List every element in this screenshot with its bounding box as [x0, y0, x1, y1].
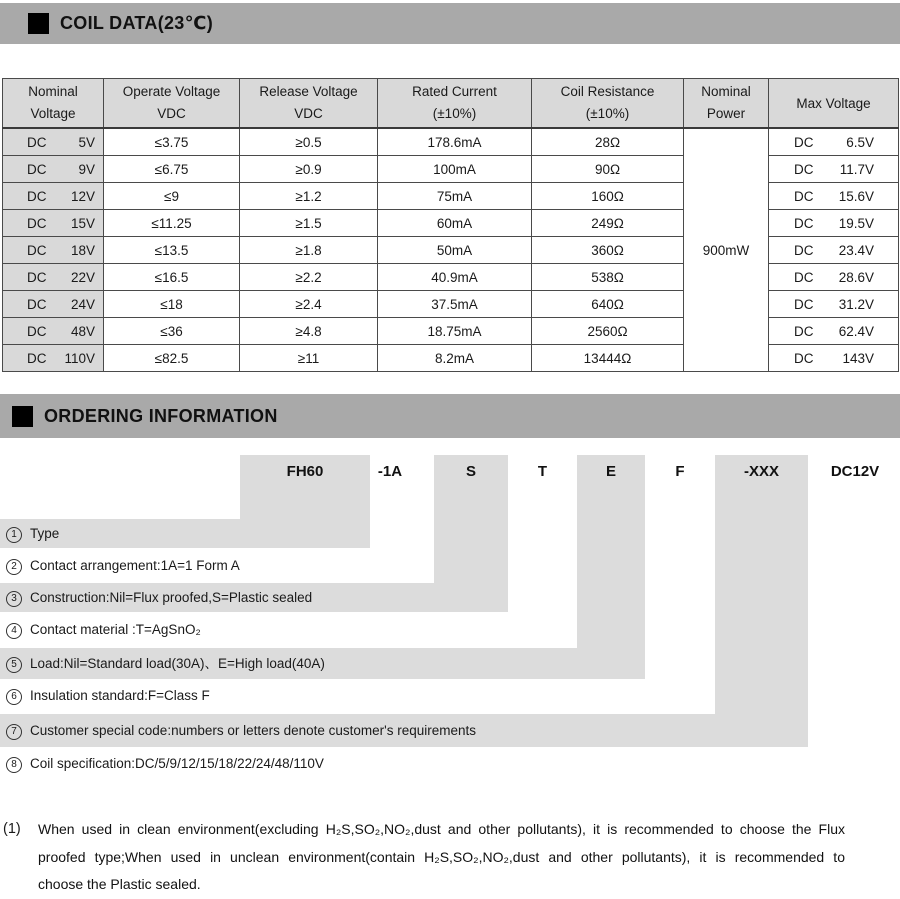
- footnote-marker: (1): [3, 821, 21, 837]
- code-column-xxx: [715, 455, 808, 747]
- ordering-information-section-title: ORDERING INFORMATION: [44, 405, 278, 426]
- coil-resistance-cell: 2560Ω: [532, 318, 684, 345]
- max-voltage-cell: [769, 318, 899, 345]
- circled-number-icon: 4: [6, 623, 22, 639]
- dc-prefix: DC: [794, 296, 814, 312]
- coil-resistance-cell: 13444Ω: [532, 345, 684, 372]
- dc-prefix: DC: [27, 134, 47, 150]
- header-nominal-voltage: [3, 79, 104, 129]
- footnote-line: proofed type;When used in unclean environment(contain H₂S,SO₂,NO₂,dust and other pollutants), it is recommended to: [38, 848, 845, 865]
- max-value: 6.5V: [846, 134, 874, 150]
- max-voltage-cell: [769, 183, 899, 210]
- coil-resistance-cell: 640Ω: [532, 291, 684, 318]
- code-part-construction: S: [465, 463, 476, 480]
- dc-prefix: DC: [794, 188, 814, 204]
- nominal-value: 22V: [70, 269, 95, 285]
- code-part-customer-code: -XXX: [743, 463, 779, 480]
- ordering-item-contact-material: [0, 615, 201, 645]
- nominal-voltage-cell: [3, 318, 104, 345]
- header-coil-resistance: [532, 79, 684, 129]
- release-voltage-cell: ≥2.4: [240, 291, 378, 318]
- operate-voltage-cell: ≤13.5: [104, 237, 240, 264]
- nominal-value: 18V: [70, 242, 95, 258]
- release-voltage-cell: ≥11: [240, 345, 378, 372]
- max-voltage-cell: [769, 156, 899, 183]
- nominal-value: 9V: [78, 161, 95, 177]
- nominal-value: 110V: [64, 350, 95, 366]
- ordering-item-text: Insulation standard:F=Class F: [30, 688, 210, 703]
- header-line: Nominal: [701, 84, 751, 99]
- dc-prefix: DC: [27, 350, 47, 366]
- section-marker-square-icon: [28, 13, 49, 34]
- dc-prefix: DC: [794, 269, 814, 285]
- header-line: VDC: [157, 106, 186, 121]
- operate-voltage-cell: ≤36: [104, 318, 240, 345]
- max-value: 11.7V: [839, 161, 874, 177]
- max-value: 62.4V: [838, 323, 874, 339]
- table-header-row: [3, 79, 899, 129]
- max-value: 31.2V: [838, 296, 874, 312]
- dc-prefix: DC: [27, 242, 47, 258]
- header-max-voltage: Max Voltage: [769, 79, 899, 129]
- header-line: Coil Resistance: [560, 84, 655, 99]
- ordering-item-text: Coil specification:DC/5/9/12/15/18/22/24/48/110V: [30, 756, 324, 771]
- nominal-value: 5V: [78, 134, 95, 150]
- code-part-insulation: F: [675, 463, 685, 480]
- nominal-value: 48V: [70, 323, 95, 339]
- operate-voltage-cell: ≤11.25: [104, 210, 240, 237]
- max-value: 143V: [842, 350, 874, 366]
- dc-prefix: DC: [794, 242, 814, 258]
- max-voltage-cell: [769, 237, 899, 264]
- header-line: Operate Voltage: [122, 84, 221, 99]
- dc-prefix: DC: [27, 161, 47, 177]
- rated-current-cell: 8.2mA: [378, 345, 532, 372]
- rated-current-cell: 18.75mA: [378, 318, 532, 345]
- nominal-voltage-cell: [3, 210, 104, 237]
- ordering-information-section-bar: [0, 394, 900, 438]
- rated-current-cell: 50mA: [378, 237, 532, 264]
- header-line: Rated Current: [412, 84, 497, 99]
- ordering-item-type: [0, 519, 59, 548]
- dc-prefix: DC: [794, 215, 814, 231]
- ordering-item-text: Type: [30, 526, 60, 541]
- rated-current-cell: 60mA: [378, 210, 532, 237]
- ordering-item-insulation: [0, 681, 210, 711]
- max-voltage-cell: [769, 345, 899, 372]
- ordering-item-text: Contact material :T=AgSnO₂: [30, 622, 201, 637]
- header-release-voltage: [240, 79, 378, 129]
- release-voltage-cell: ≥1.2: [240, 183, 378, 210]
- code-part-coil-voltage: DC12V: [830, 463, 880, 480]
- operate-voltage-cell: ≤18: [104, 291, 240, 318]
- max-value: 15.6V: [838, 188, 874, 204]
- circled-number-icon: 3: [6, 591, 22, 607]
- header-line: (±10%): [432, 106, 477, 121]
- ordering-item-customer-code: [0, 714, 476, 747]
- nominal-voltage-cell: [3, 183, 104, 210]
- circled-number-icon: 2: [6, 559, 22, 575]
- max-voltage-cell: [769, 128, 899, 156]
- nominal-voltage-cell: [3, 237, 104, 264]
- release-voltage-cell: ≥1.8: [240, 237, 378, 264]
- circled-number-icon: 6: [6, 689, 22, 705]
- coil-data-table: [2, 78, 899, 372]
- coil-data-section-title: COIL DATA(23℃): [60, 13, 213, 33]
- nominal-value: 15V: [70, 215, 95, 231]
- footnote: [0, 816, 845, 899]
- header-line: (±10%): [585, 106, 630, 121]
- operate-voltage-cell: ≤6.75: [104, 156, 240, 183]
- coil-resistance-cell: 90Ω: [532, 156, 684, 183]
- release-voltage-cell: ≥1.5: [240, 210, 378, 237]
- nominal-voltage-cell: [3, 264, 104, 291]
- ordering-item-text: Construction:Nil=Flux proofed,S=Plastic sealed: [30, 590, 313, 605]
- max-voltage-cell: [769, 291, 899, 318]
- ordering-item-text: Customer special code:numbers or letters denote customer's requirements: [30, 723, 477, 738]
- max-value: 28.6V: [838, 269, 874, 285]
- dc-prefix: DC: [794, 350, 814, 366]
- release-voltage-cell: ≥2.2: [240, 264, 378, 291]
- dc-prefix: DC: [794, 134, 814, 150]
- max-voltage-cell: [769, 264, 899, 291]
- header-operate-voltage: [104, 79, 240, 129]
- nominal-voltage-cell: [3, 128, 104, 156]
- max-value: 19.5V: [838, 215, 874, 231]
- dc-prefix: DC: [794, 323, 814, 339]
- dc-prefix: DC: [27, 269, 47, 285]
- release-voltage-cell: ≥0.5: [240, 128, 378, 156]
- nominal-voltage-cell: [3, 291, 104, 318]
- nominal-value: 24V: [70, 296, 95, 312]
- rated-current-cell: 100mA: [378, 156, 532, 183]
- dc-prefix: DC: [27, 215, 47, 231]
- coil-resistance-cell: 249Ω: [532, 210, 684, 237]
- coil-resistance-cell: 538Ω: [532, 264, 684, 291]
- nominal-power-cell: 900mW: [684, 128, 769, 372]
- header-line: VDC: [294, 106, 323, 121]
- coil-data-section-bar: [0, 3, 900, 44]
- footnote-line: choose the Plastic sealed.: [38, 876, 201, 892]
- dc-prefix: DC: [27, 188, 47, 204]
- ordering-item-text: Contact arrangement:1A=1 Form A: [30, 558, 240, 573]
- header-nominal-power: [684, 79, 769, 129]
- rated-current-cell: 178.6mA: [378, 128, 532, 156]
- header-rated-current: [378, 79, 532, 129]
- release-voltage-cell: ≥4.8: [240, 318, 378, 345]
- operate-voltage-cell: ≤9: [104, 183, 240, 210]
- operate-voltage-cell: ≤82.5: [104, 345, 240, 372]
- header-line: Voltage: [30, 106, 76, 121]
- coil-resistance-cell: 160Ω: [532, 183, 684, 210]
- max-value: 23.4V: [838, 242, 874, 258]
- code-part-contact-arrangement: -1A: [377, 463, 403, 480]
- ordering-item-contact-arrangement: [0, 551, 240, 580]
- nominal-voltage-cell: [3, 156, 104, 183]
- ordering-item-construction: [0, 583, 312, 612]
- header-line: Release Voltage: [259, 84, 358, 99]
- rated-current-cell: 75mA: [378, 183, 532, 210]
- ordering-item-load: [0, 648, 325, 679]
- table-row: [3, 128, 899, 156]
- dc-prefix: DC: [794, 161, 814, 177]
- dc-prefix: DC: [27, 296, 47, 312]
- header-line: Power: [706, 106, 746, 121]
- operate-voltage-cell: ≤16.5: [104, 264, 240, 291]
- rated-current-cell: 40.9mA: [378, 264, 532, 291]
- circled-number-icon: 1: [6, 527, 22, 543]
- ordering-item-text: Load:Nil=Standard load(30A)、E=High load(40A): [30, 656, 325, 671]
- header-line: Nominal: [28, 84, 78, 99]
- release-voltage-cell: ≥0.9: [240, 156, 378, 183]
- dc-prefix: DC: [27, 323, 47, 339]
- max-voltage-cell: [769, 210, 899, 237]
- circled-number-icon: 5: [6, 657, 22, 673]
- section-marker-square-icon: [12, 406, 33, 427]
- nominal-value: 12V: [70, 188, 95, 204]
- coil-resistance-cell: 28Ω: [532, 128, 684, 156]
- code-part-contact-material: T: [537, 463, 548, 480]
- circled-number-icon: 8: [6, 757, 22, 773]
- code-part-type: FH60: [286, 463, 324, 480]
- nominal-voltage-cell: [3, 345, 104, 372]
- circled-number-icon: 7: [6, 724, 22, 740]
- operate-voltage-cell: ≤3.75: [104, 128, 240, 156]
- rated-current-cell: 37.5mA: [378, 291, 532, 318]
- footnote-line: When used in clean environment(excluding H₂S,SO₂,NO₂,dust and other pollutants), it is recommended to choose the Flux: [38, 821, 845, 837]
- code-part-load: E: [605, 463, 616, 480]
- coil-resistance-cell: 360Ω: [532, 237, 684, 264]
- ordering-code-diagram: [0, 450, 900, 786]
- ordering-item-coil-specification: [0, 749, 324, 779]
